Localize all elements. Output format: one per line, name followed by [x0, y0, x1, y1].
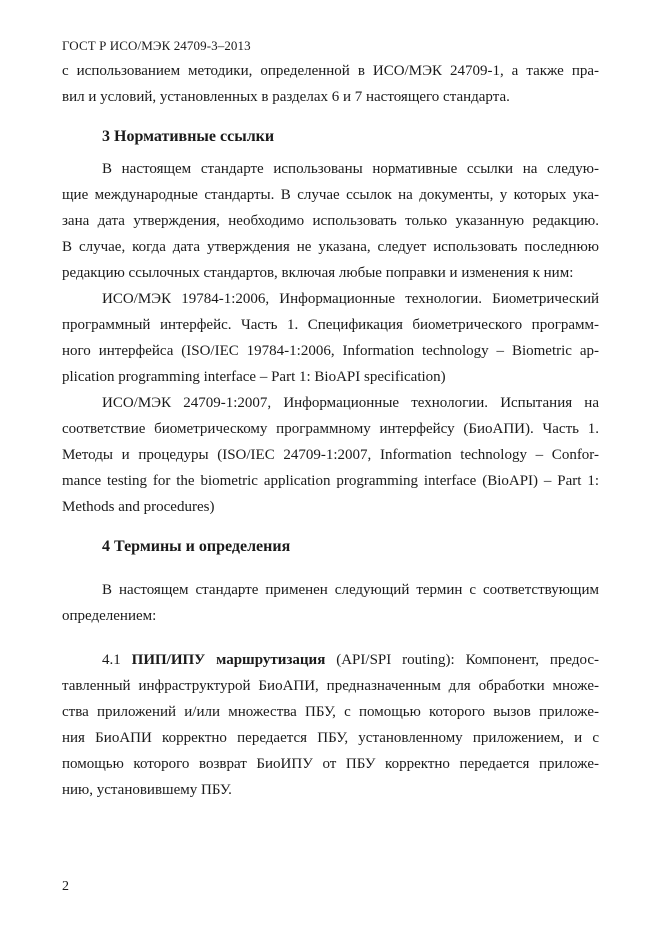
text-line: помощью которого возврат БиоИПУ от ПБУ корректно передается приложе-: [62, 756, 599, 772]
page-number: 2: [62, 879, 69, 894]
text-line: ства приложений и/или множества ПБУ, с помощью которого вызов приложе-: [62, 704, 599, 720]
reference-iso-24709-1: [62, 390, 599, 520]
text-line: ИСО/МЭК 19784-1:2006, Информационные технологии. Биометрический: [102, 291, 599, 307]
term-number: 4.1: [102, 652, 121, 668]
term-definition-4-1: [62, 647, 599, 803]
text-line: ного интерфейса (ISO/IEC 19784-1:2006, Information technology – Biometric ap-: [62, 343, 599, 359]
text-line: plication programming interface – Part 1: BioAPI specification): [62, 369, 446, 385]
page-content: [62, 58, 599, 803]
text-line: тавленный инфраструктурой БиоАПИ, предназначенным для обработки множе-: [62, 678, 599, 694]
text-line: щие международные стандарты. В случае ссылок на документы, у которых ука-: [62, 187, 599, 203]
text-line: определением:: [62, 608, 157, 624]
section-3-heading: 3 Нормативные ссылки: [102, 128, 275, 145]
text-line: В случае, когда дата утверждения не указана, следует использовать последнюю: [62, 239, 599, 255]
text-line: программный интерфейс. Часть 1. Спецификация биометрического программ-: [62, 317, 599, 333]
text-line: нию, установившему ПБУ.: [62, 782, 232, 798]
text-line: ИСО/МЭК 24709-1:2007, Информационные технологии. Испытания на: [102, 395, 599, 411]
section-4-intro-paragraph: [62, 577, 599, 629]
section-4-heading: 4 Термины и определения: [102, 538, 291, 555]
text-line: Методы и процедуры (ISO/IEC 24709-1:2007, Information technology – Confor-: [62, 447, 599, 463]
spacer: [62, 629, 599, 647]
section-3-intro-paragraph: [62, 156, 599, 286]
term-definition-start: (API/SPI routing): Компонент, предос-: [336, 652, 600, 668]
reference-iso-19784-1: [62, 286, 599, 390]
running-header: ГОСТ Р ИСО/МЭК 24709-3–2013: [62, 38, 251, 53]
text-line: mance testing for the biometric application programming interface (BioAPI) – Part 1:: [62, 473, 599, 489]
text-line: В настоящем стандарте применен следующий термин с соответствующим: [102, 582, 599, 598]
text-line: В настоящем стандарте использованы нормативные ссылки на следую-: [102, 161, 599, 177]
term-name: ПИП/ИПУ маршрутизация: [131, 652, 326, 668]
text-line: Methods and procedures): [62, 499, 215, 515]
intro-paragraph: [62, 58, 599, 110]
text-line: с использованием методики, определенной в ИСО/МЭК 24709-1, а также пра-: [62, 63, 599, 79]
text-line: ния БиоАПИ корректно передается ПБУ, установленному приложением, и с: [62, 730, 599, 746]
text-line: зана дата утверждения, необходимо использовать только указанную редакцию.: [62, 213, 599, 229]
text-line: вил и условий, установленных в разделах 6 и 7 настоящего стандарта.: [62, 89, 510, 105]
text-line: редакцию ссылочных стандартов, включая любые поправки и изменения к ним:: [62, 265, 574, 281]
text-line: соответствие биометрическому программному интерфейсу (БиоАПИ). Часть 1.: [62, 421, 599, 437]
text-line: [62, 647, 599, 673]
